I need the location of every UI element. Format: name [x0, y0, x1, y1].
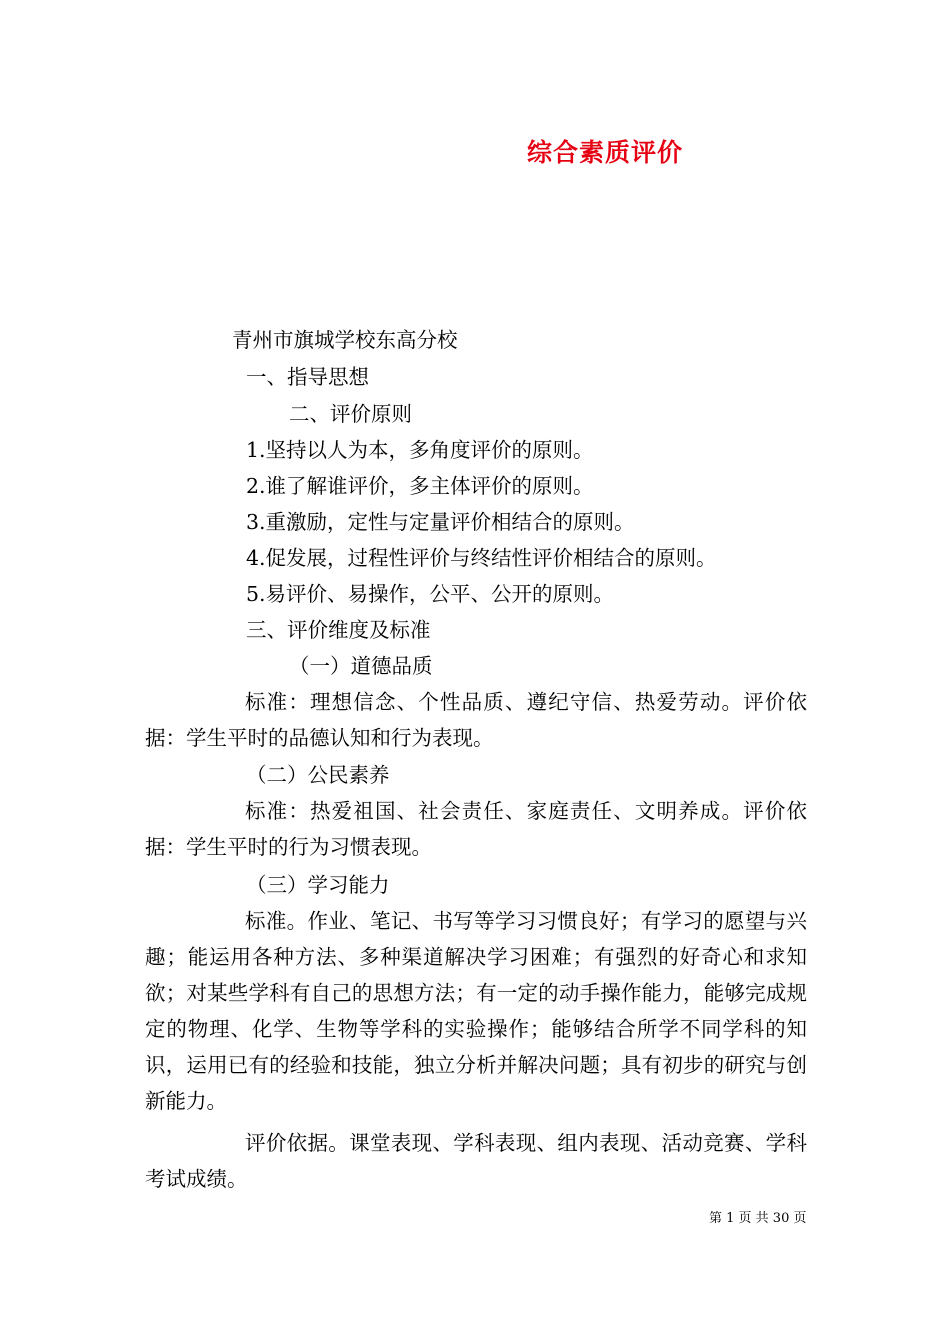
school-name: 青州市旗城学校东高分校: [232, 328, 458, 352]
principle-item: 5.易评价、易操作，公平、公开的原则。: [246, 582, 615, 606]
page-number: 第 1 页 共 30 页: [709, 1211, 807, 1226]
dimension-heading-citizenship: （二）公民素养: [246, 763, 390, 787]
principle-item: 4.促发展，过程性评价与终结性评价相结合的原则。: [246, 546, 717, 570]
section-heading-principles: 二、评价原则: [289, 402, 412, 426]
dimension-text-citizenship: 标准：热爱祖国、社会责任、家庭责任、文明养成。评价依据：学生平时的行为习惯表现。: [145, 799, 807, 859]
principle-item: 2.谁了解谁评价，多主体评价的原则。: [246, 474, 594, 498]
section-heading-dimensions: 三、评价维度及标准: [246, 618, 431, 642]
dimension-heading-morality: （一）道德品质: [289, 654, 433, 678]
document-title: 综合素质评价: [527, 138, 684, 167]
principle-item: 3.重激励，定性与定量评价相结合的原则。: [246, 510, 635, 534]
dimension-text-learning: 标准。作业、笔记、书写等学习习惯良好；有学习的愿望与兴趣；能运用各种方法、多种渠道解决学习困难；有强烈的好奇心和求知欲；对某些学科有自己的思想方法；有一定的动手操作能力，能够完成规定的物理、化学、生物等学科的实验操作；能够结合所学不同学科的知识，运用已有的经验和技能，独立分析并解决问题；具有初步的研究与创新能力。: [145, 909, 807, 1113]
section-heading-guiding-thought: 一、指导思想: [246, 365, 369, 389]
principle-item: 1.坚持以人为本，多角度评价的原则。: [246, 438, 594, 462]
dimension-text-morality: 标准：理想信念、个性品质、遵纪守信、热爱劳动。评价依据：学生平时的品德认知和行为表现。: [145, 690, 807, 750]
dimension-basis-learning: 评价依据。课堂表现、学科表现、组内表现、活动竞赛、学科考试成绩。: [145, 1131, 807, 1191]
dimension-heading-learning: （三）学习能力: [246, 873, 390, 897]
